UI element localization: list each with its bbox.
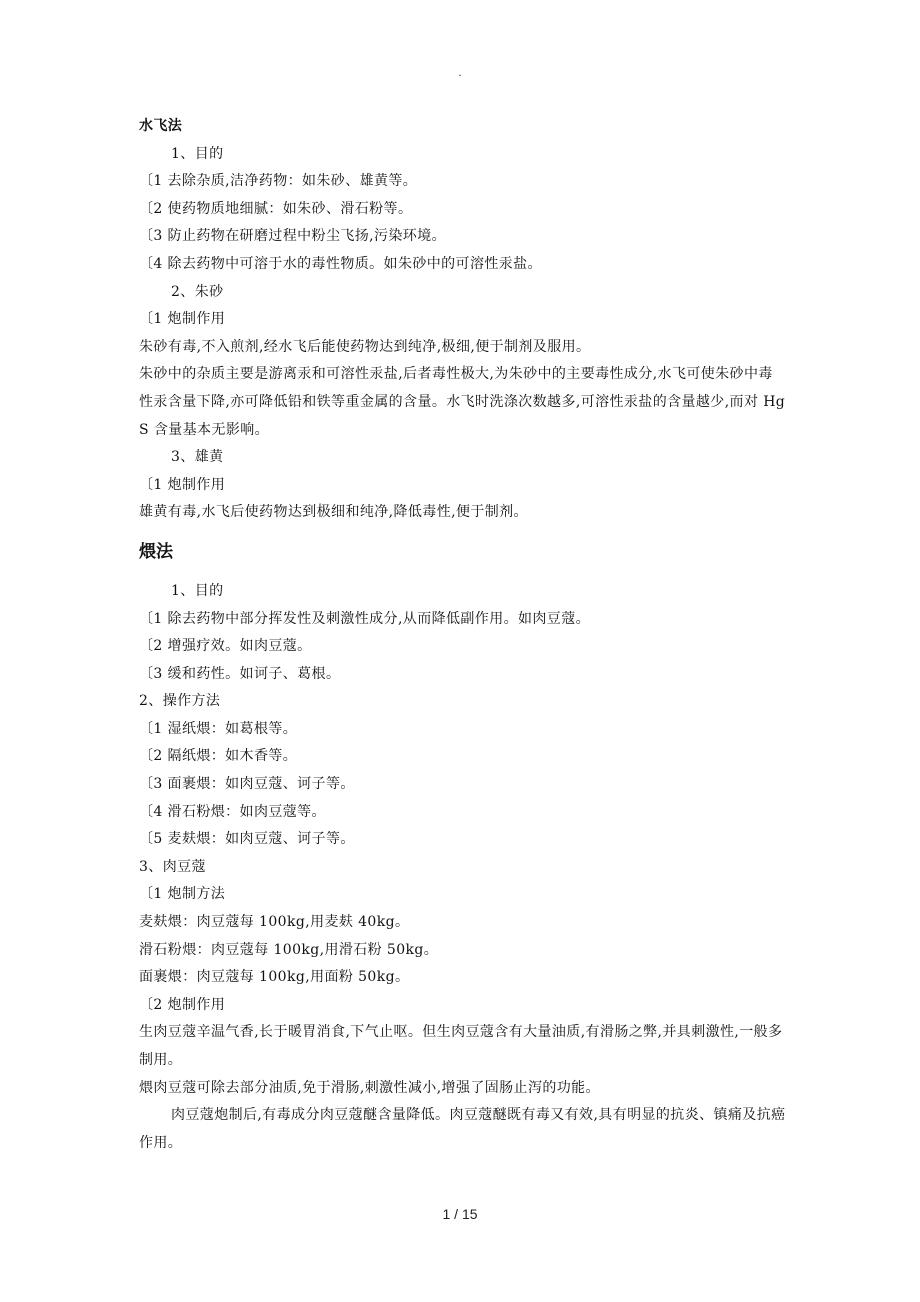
list-item: 〔1 湿纸煨：如葛根等。 — [139, 720, 298, 737]
heading-zhusha: 2、朱砂 — [171, 283, 224, 300]
paragraph: 煨肉豆蔻可除去部分油质,免于滑肠,刺激性减小,增强了固肠止泻的功能。 — [139, 1079, 600, 1096]
heading-purpose: 1、目的 — [171, 145, 224, 162]
heading-roudoukou: 3、肉豆蔻 — [139, 858, 206, 875]
subheading: 〔1 炮制作用 — [139, 311, 226, 328]
list-item: 〔2 增强疗效。如肉豆蔻。 — [139, 638, 312, 655]
list-item: 〔2 隔纸煨：如木香等。 — [139, 748, 298, 765]
page-number: 1 / 15 — [442, 1206, 478, 1222]
list-item: 〔4 除去药物中可溶于水的毒性物质。如朱砂中的可溶性汞盐。 — [139, 255, 542, 272]
section-title-weifa: 煨法 — [139, 541, 173, 562]
header-mark: . — [458, 66, 462, 79]
list-item: 〔3 缓和药性。如诃子、葛根。 — [139, 665, 341, 682]
paragraph: 面裹煨：肉豆蔻每 100kg,用面粉 50kg。 — [139, 969, 410, 986]
subheading: 〔1 炮制作用 — [139, 476, 226, 493]
subheading: 〔2 炮制作用 — [139, 996, 226, 1013]
section-title-shuifei: 水飞法 — [139, 118, 183, 134]
list-item: 〔3 面裹煨：如肉豆蔻、诃子等。 — [139, 776, 355, 793]
paragraph: 滑石粉煨：肉豆蔻每 100kg,用滑石粉 50kg。 — [139, 941, 439, 958]
document-body — [139, 113, 787, 1157]
list-item: 〔1 除去药物中部分挥发性及刺激性成分,从而降低副作用。如肉豆蔻。 — [139, 610, 591, 627]
heading-xionghuang: 3、雄黄 — [171, 449, 224, 466]
heading-method: 2、操作方法 — [139, 693, 221, 710]
paragraph: 麦麸煨：肉豆蔻每 100kg,用麦麸 40kg。 — [139, 914, 410, 931]
paragraph: 雄黄有毒,水飞后使药物达到极细和纯净,降低毒性,便于制剂。 — [139, 504, 528, 521]
list-item: 〔1 去除杂质,洁净药物：如朱砂、雄黄等。 — [139, 173, 418, 190]
paragraph: 朱砂有毒,不入煎剂,经水飞后能使药物达到纯净,极细,便于制剂及服用。 — [139, 338, 591, 355]
paragraph: 肉豆蔻炮制后,有毒成分肉豆蔻醚含量降低。肉豆蔻醚既有毒又有效,具有明显的抗炎、镇痛及抗癌作用。 — [139, 1107, 786, 1151]
heading-purpose: 1、目的 — [171, 582, 224, 599]
list-item: 〔2 使药物质地细腻：如朱砂、滑石粉等。 — [139, 200, 413, 217]
subheading: 〔1 炮制方法 — [139, 886, 226, 903]
list-item: 〔3 防止药物在研磨过程中粉尘飞扬,污染环境。 — [139, 228, 447, 245]
list-item: 〔4 滑石粉煨：如肉豆蔻等。 — [139, 803, 326, 820]
paragraph: 朱砂中的杂质主要是游离汞和可溶性汞盐,后者毒性极大,为朱砂中的主要毒性成分,水飞可使朱砂中毒性汞含量下降,亦可降低铅和铁等重金属的含量。水飞时洗涤次数越多,可溶性汞盐的含量越少,而对 HgS 含量基本无影响。 — [139, 366, 786, 438]
list-item: 〔5 麦麸煨：如肉豆蔻、诃子等。 — [139, 831, 355, 848]
paragraph: 生肉豆蔻辛温气香,长于暖胃消食,下气止呕。但生肉豆蔻含有大量油质,有滑肠之弊,并具刺激性,一般多制用。 — [139, 1024, 783, 1068]
